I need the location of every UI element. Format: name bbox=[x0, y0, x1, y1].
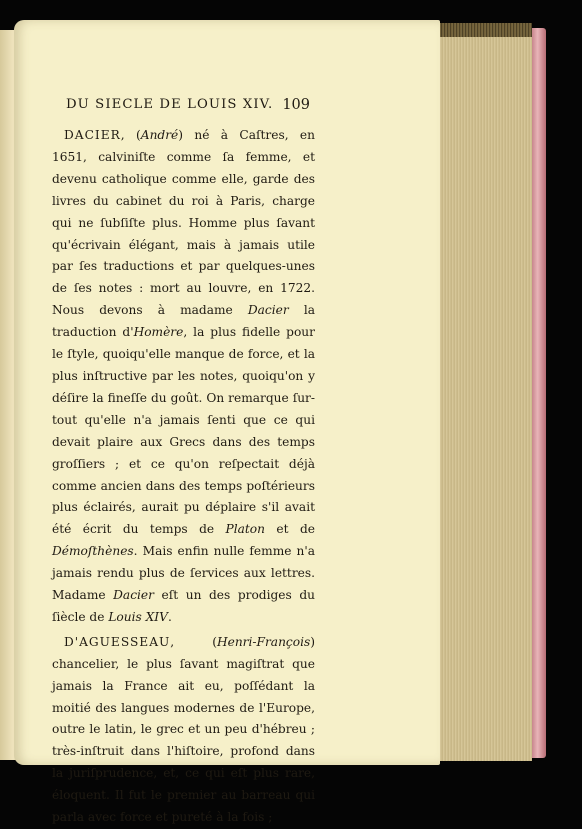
italic-run: Platon bbox=[225, 522, 265, 537]
text-run: eſt un des prodiges du ſiècle de bbox=[52, 588, 315, 624]
entry-dacier bbox=[52, 125, 315, 629]
text-run: , ( bbox=[170, 634, 217, 649]
text-run: , ( bbox=[120, 128, 141, 142]
italic-run: Démoſthènes bbox=[52, 544, 134, 559]
text-run: ) chancelier, le plus ſavant magiſtrat que jamais la France ait eu, poſſédant la moitié des langues modernes de l'Europe, outre le latin, le grec et un peu d'hébreu ; très-inſtruit dans l'hiſtoire, profond dans la juriſprudence, et, ce qui eſt plus rare, éloquent. Il fut le premier au barreau qui parla avec force et pureté à la fois ; bbox=[52, 634, 315, 825]
italic-run: Henri-François bbox=[216, 634, 311, 649]
italic-run: Dacier bbox=[247, 303, 289, 318]
page-fore-edge bbox=[440, 23, 532, 761]
italic-run: André bbox=[140, 128, 179, 142]
entry-body bbox=[52, 635, 315, 824]
italic-run: Louis XIV bbox=[108, 609, 168, 624]
running-title: DU SIECLE DE LOUIS XIV. bbox=[66, 97, 274, 112]
text-run: . Mais enfin nulle femme n'a jamais rendu plus de ſervices aux lettres. Madame bbox=[52, 544, 315, 603]
text-run: . bbox=[167, 609, 172, 624]
book-cover-edge bbox=[532, 28, 546, 758]
page-number: 109 bbox=[282, 97, 310, 113]
entry-body bbox=[52, 128, 315, 624]
italic-run: Dacier bbox=[113, 588, 154, 603]
entry-daguesseau bbox=[52, 632, 315, 829]
text-run: , la plus fidelle pour le ſtyle, quoiqu'elle manque de force, et la plus inſtructive par les notes, quoiqu'on y déſire la fineſſe du goût. On remarque ſur-tout qu'elle n'a jamais ſenti que ce qui devait plaire aux Grecs dans des temps groſſiers ; et ce qu'on reſpectait déjà comme ancien dans des temps poſtérieurs plus éclairés, aurait pu déplaire s'il avait été écrit du temps de bbox=[52, 325, 315, 537]
text-run: et de bbox=[265, 522, 315, 537]
entry-name: DACIER bbox=[64, 128, 121, 142]
italic-run: Homère bbox=[133, 325, 184, 340]
text-run: ) né à Caſtres, en 1651, calviniſte comme ſa femme, et devenu catholique comme elle, garde des livres du cabinet du roi à Paris, charge qui ne ſubſiſte plus. Homme plus ſavant qu'écrivain élégant, mais à jamais utile par ſes traductions et par quelques-unes de ſes notes : mort au louvre, en 1722. Nous devons à madame bbox=[52, 128, 315, 318]
running-header bbox=[66, 97, 310, 112]
entry-name: D'AGUESSEAU bbox=[64, 634, 171, 649]
text-run: la traduction d' bbox=[52, 303, 315, 340]
body-text bbox=[52, 125, 315, 829]
